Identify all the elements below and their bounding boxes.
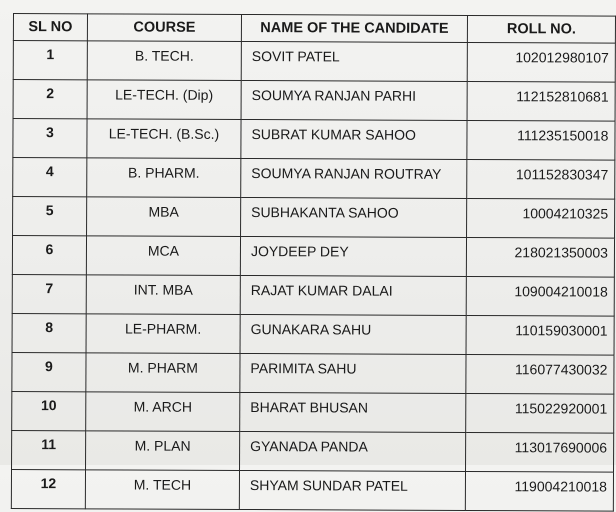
row-course: INT. MBA <box>86 275 240 315</box>
row-sl-no: 10 <box>12 391 86 430</box>
row-candidate-name: BHARAT BHUSAN <box>240 392 466 432</box>
row-sl-no: 2 <box>13 80 87 119</box>
row-candidate-name: SOUMYA RANJAN ROUTRAY <box>241 158 467 198</box>
row-roll-no: 116077430032 <box>466 354 614 394</box>
table-row <box>12 236 614 278</box>
row-sl-no: 4 <box>13 158 87 197</box>
row-sl-no: 6 <box>12 236 86 275</box>
row-sl-no: 8 <box>12 313 86 352</box>
row-candidate-name: SOVIT PATEL <box>241 41 467 81</box>
row-course: LE-TECH. (Dip) <box>87 80 241 120</box>
table-row <box>13 41 615 83</box>
table-header <box>13 14 615 44</box>
row-roll-no: 115022920001 <box>466 393 614 433</box>
table-row <box>13 80 615 122</box>
row-course: M. TECH <box>85 470 239 510</box>
row-candidate-name: SUBHAKANTA SAHOO <box>241 197 467 237</box>
row-sl-no: 9 <box>12 352 86 391</box>
row-roll-no: 101152830347 <box>467 159 615 199</box>
row-roll-no: 218021350003 <box>466 237 614 277</box>
header-row <box>13 14 615 44</box>
row-course: LE-PHARM. <box>86 314 240 354</box>
table-row <box>12 313 614 355</box>
table-body <box>11 41 615 512</box>
row-roll-no: 109004210018 <box>466 276 614 316</box>
row-candidate-name: PARIMITA SAHU <box>240 353 466 393</box>
row-sl-no: 7 <box>12 274 86 313</box>
row-course: MBA <box>87 197 241 237</box>
row-course: LE-TECH. (B.Sc.) <box>87 119 241 159</box>
row-candidate-name: JOYDEEP DEY <box>240 236 466 276</box>
row-candidate-name: SUBRAT KUMAR SAHOO <box>241 119 467 159</box>
candidate-table <box>11 13 616 512</box>
row-roll-no: 110159030001 <box>466 315 614 355</box>
row-roll-no: 113017690006 <box>466 432 614 472</box>
table-row <box>11 469 613 511</box>
row-candidate-name: SHYAM SUNDAR PATEL <box>239 470 465 510</box>
table-row <box>13 158 615 200</box>
row-candidate-name: RAJAT KUMAR DALAI <box>240 275 466 315</box>
table-row <box>12 274 614 316</box>
row-sl-no: 3 <box>13 119 87 158</box>
row-course: MCA <box>86 236 240 276</box>
row-course: M. ARCH <box>86 392 240 432</box>
row-candidate-name: SOUMYA RANJAN PARHI <box>241 80 467 120</box>
header-course: COURSE <box>87 14 241 42</box>
row-sl-no: 5 <box>13 197 87 236</box>
row-candidate-name: GUNAKARA SAHU <box>240 314 466 354</box>
table-row <box>12 352 614 394</box>
row-sl-no: 1 <box>13 41 87 80</box>
row-roll-no: 102012980107 <box>467 42 615 82</box>
header-candidate-name: NAME OF THE CANDIDATE <box>241 14 467 42</box>
row-roll-no: 119004210018 <box>465 471 613 511</box>
row-roll-no: 111235150018 <box>467 120 615 160</box>
table-row <box>12 430 614 472</box>
row-sl-no: 12 <box>11 469 85 508</box>
header-roll-no: ROLL NO. <box>467 15 615 43</box>
row-course: B. TECH. <box>87 41 241 81</box>
row-candidate-name: GYANADA PANDA <box>240 431 466 471</box>
header-sl-no: SL NO <box>13 14 87 41</box>
table-row <box>12 391 614 433</box>
row-course: M. PHARM <box>86 353 240 393</box>
row-roll-no: 10004210325 <box>467 198 615 238</box>
row-course: B. PHARM. <box>87 158 241 198</box>
table-row <box>13 197 615 239</box>
row-course: M. PLAN <box>86 431 240 471</box>
table-row <box>13 119 615 161</box>
row-sl-no: 11 <box>12 430 86 469</box>
row-roll-no: 112152810681 <box>467 81 615 121</box>
